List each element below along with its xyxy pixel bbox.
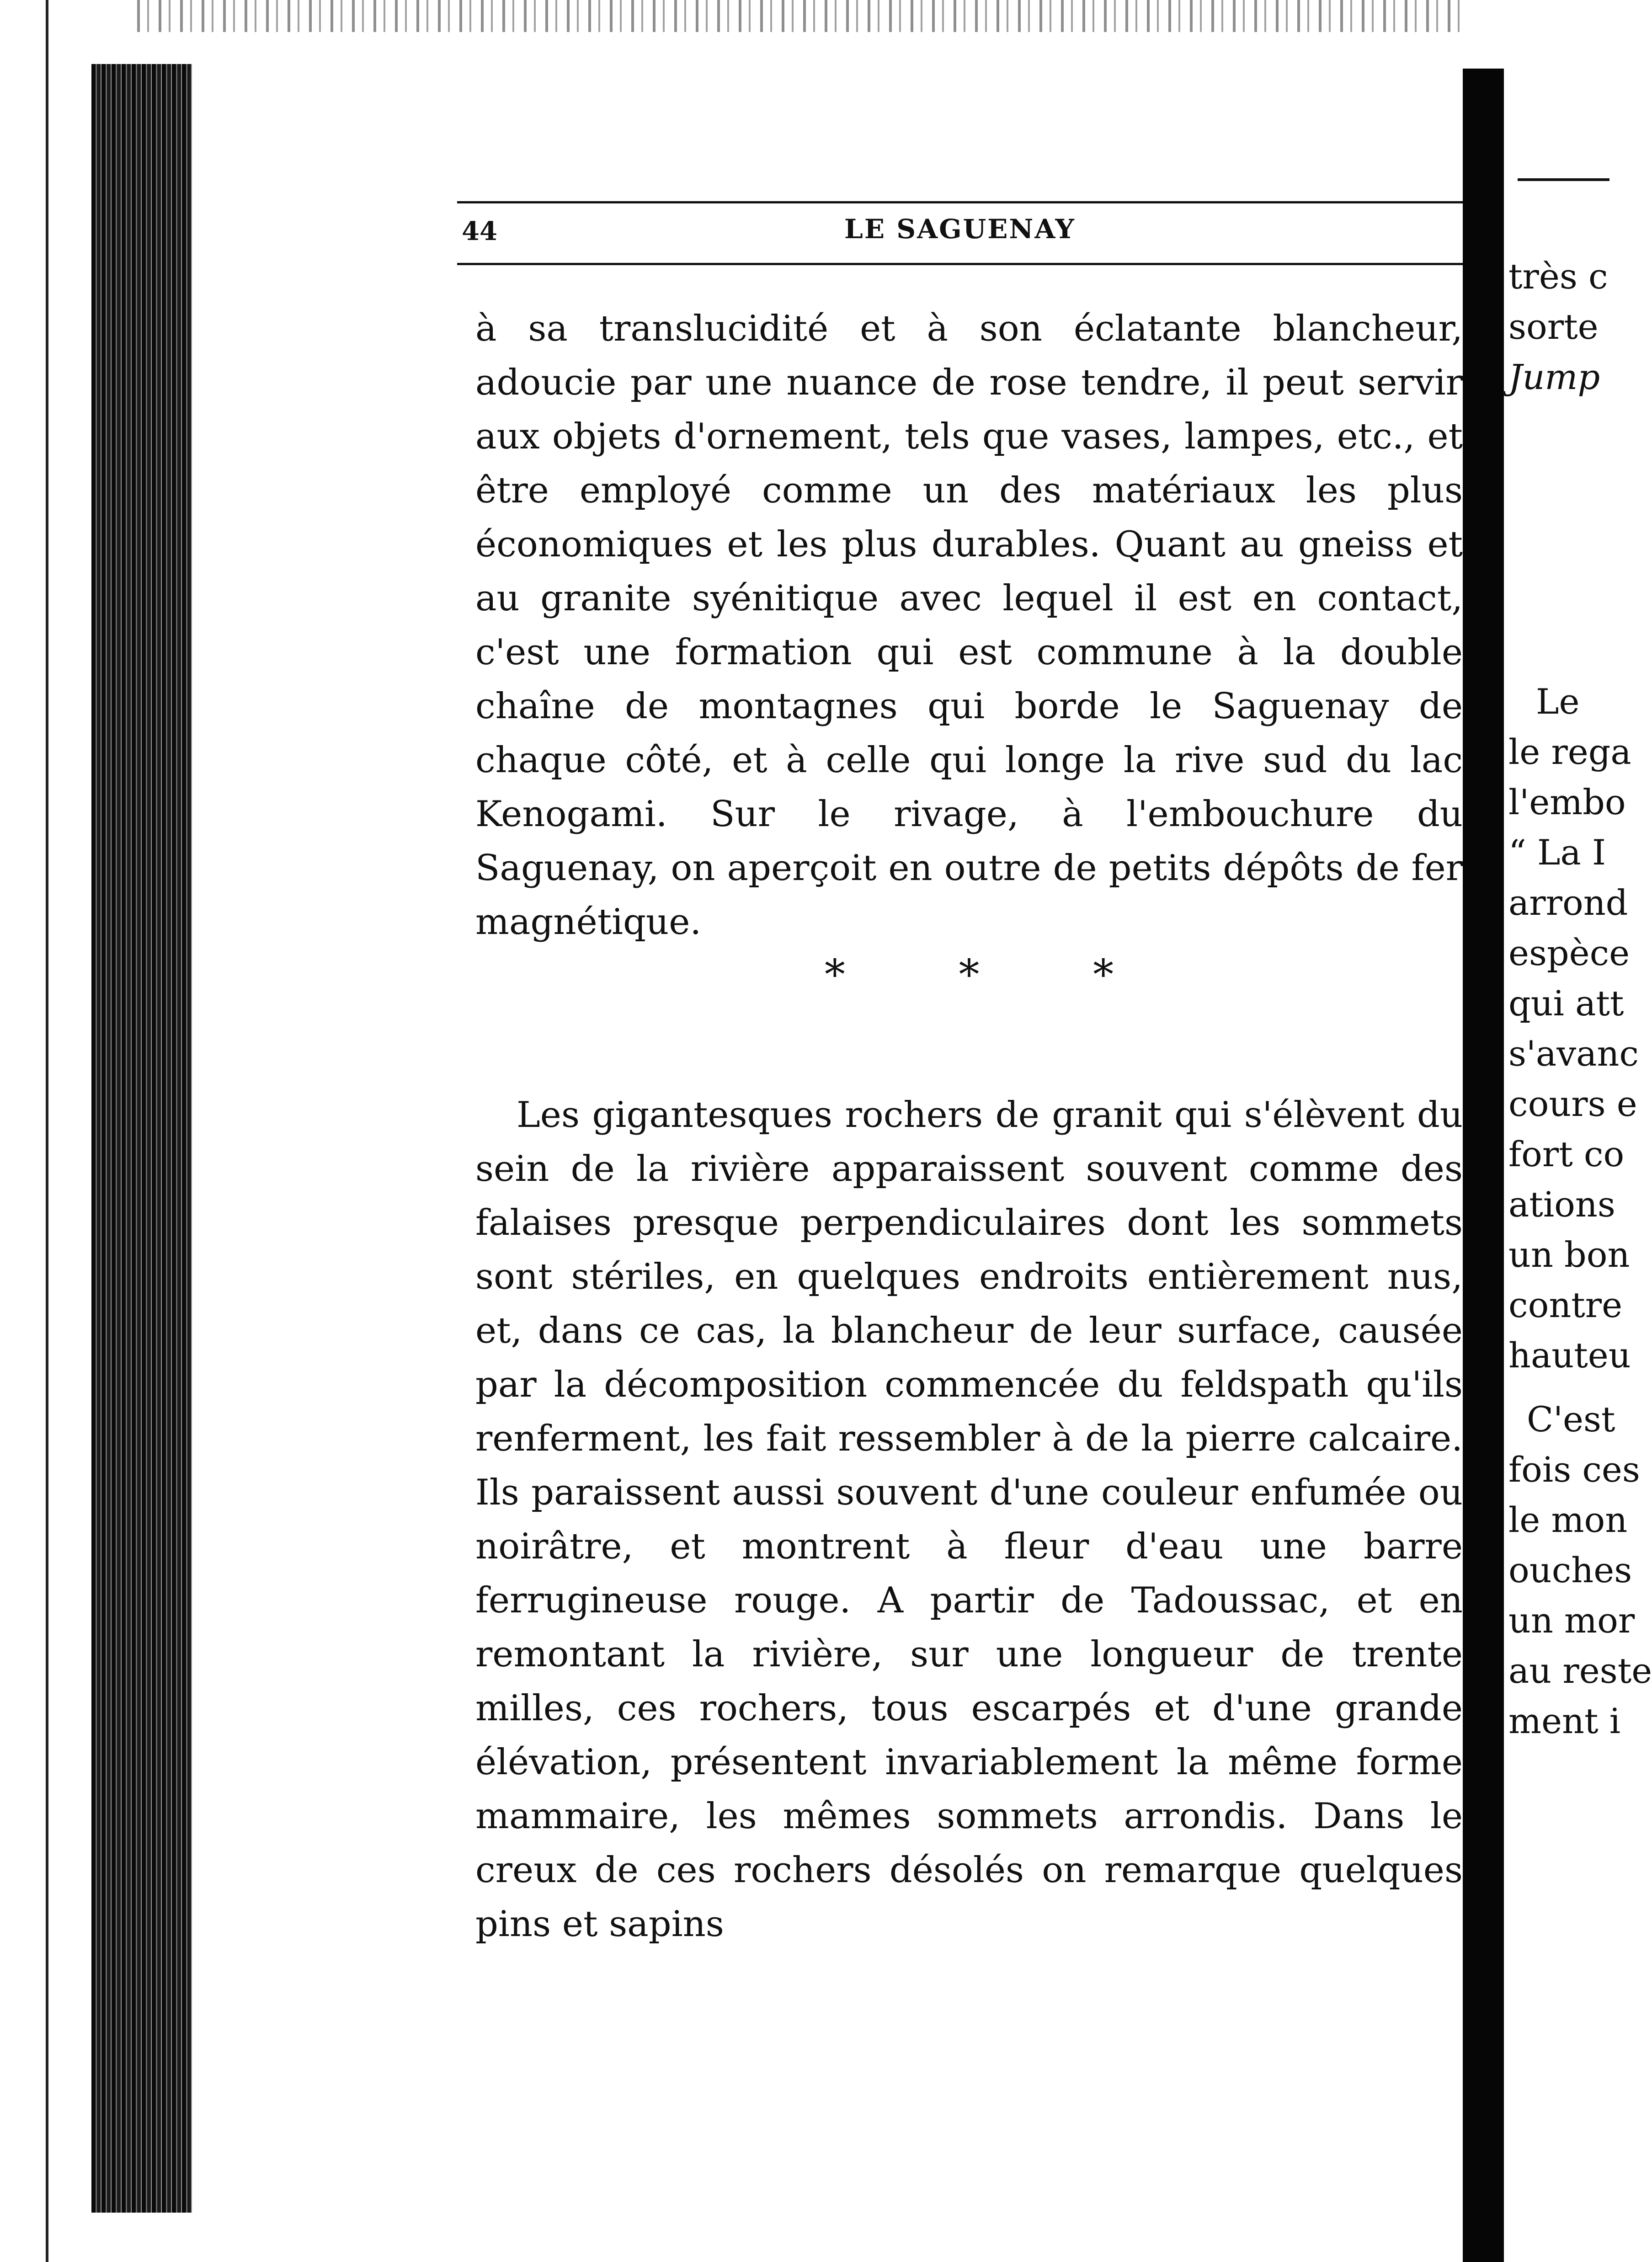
next-page-line: Le bbox=[1536, 681, 1580, 722]
next-page-line: ouches bbox=[1508, 1550, 1632, 1590]
next-page-line: un bon bbox=[1508, 1234, 1630, 1275]
next-page-line: un mor bbox=[1508, 1600, 1635, 1641]
section-break-asterism: * * * bbox=[824, 951, 1164, 999]
running-head bbox=[457, 201, 1463, 265]
next-page-line: le rega bbox=[1508, 731, 1631, 772]
next-page-line: fois ces bbox=[1508, 1449, 1640, 1490]
next-page-line: “ La I bbox=[1508, 832, 1606, 873]
next-page-line: très c bbox=[1508, 256, 1608, 297]
next-page-line: espèce bbox=[1508, 933, 1630, 973]
next-page-line: sorte bbox=[1508, 306, 1599, 347]
book-spine-shadow bbox=[1463, 69, 1504, 2262]
next-page-line: arrond bbox=[1508, 882, 1628, 923]
next-page-line: le mon bbox=[1508, 1499, 1628, 1540]
next-page-line: cours e bbox=[1508, 1083, 1637, 1124]
body-paragraph-1: à sa translucidité et à son éclatante blancheur, adoucie par une nuance de rose tendre, il peut servir aux objets d'ornement, tels que vases, lampes, etc., et être employé comme un des matériaux les plus économiques et les plus durables. Quant au gneiss et au granite syénitique avec lequel il est en contact, c'est une formation qui est commune à la double chaîne de montagnes qui borde le Saguenay de chaque côté, et à celle qui longe la rive sud du lac Kenogami. Sur le rivage, à l'embouchure du Saguenay, on aperçoit en outre de petits dépôts de fer magnétique. bbox=[475, 308, 1463, 943]
next-page-line: au reste bbox=[1508, 1650, 1652, 1691]
body-paragraph-2: Les gigantesques rochers de granit qui s'élèvent du sein de la rivière apparaissent souvent comme des falaises presque perpendiculaires dont les sommets sont stériles, en quelques endroits entièrement nus, et, dans ce cas, la blancheur de leur surface, causée par la décomposition commencée du feldspath qu'ils renferment, les fait ressembler à de la pierre calcaire. Ils paraissent aussi souvent d'une couleur enfumée ou noirâtre, et montrent à fleur d'eau une barre ferrugineuse rouge. A partir de Tadoussac, et en remontant la rivière, sur une longueur de trente milles, ces rochers, tous escarpés et d'une grande élévation, présentent invariablement la même forme mammaire, les mêmes sommets arrondis. Dans le creux de ces rochers désolés on remarque quelques pins et sapins bbox=[475, 1094, 1463, 1945]
next-page-line: contre bbox=[1508, 1285, 1623, 1325]
next-page-line: fort co bbox=[1508, 1134, 1625, 1174]
next-page-line: s'avanc bbox=[1508, 1033, 1639, 1074]
next-page-line: ment i bbox=[1508, 1701, 1620, 1741]
next-page-line: ations bbox=[1508, 1184, 1615, 1225]
next-page-fragment bbox=[1508, 256, 1652, 1947]
next-page-line: l'embo bbox=[1508, 782, 1626, 822]
scan-top-noise bbox=[137, 0, 1463, 32]
page-number: 44 bbox=[462, 216, 497, 246]
next-page-line: qui att bbox=[1508, 983, 1624, 1024]
running-head-title: LE SAGUENAY bbox=[844, 213, 1076, 245]
next-page-line: hauteu bbox=[1508, 1335, 1631, 1376]
next-page-line: Jump bbox=[1508, 357, 1600, 397]
scan-gutter-shadow bbox=[91, 64, 192, 2213]
scan-left-edge bbox=[46, 0, 48, 2262]
next-page-header-rule bbox=[1518, 178, 1609, 181]
next-page-line: C'est bbox=[1527, 1399, 1615, 1440]
